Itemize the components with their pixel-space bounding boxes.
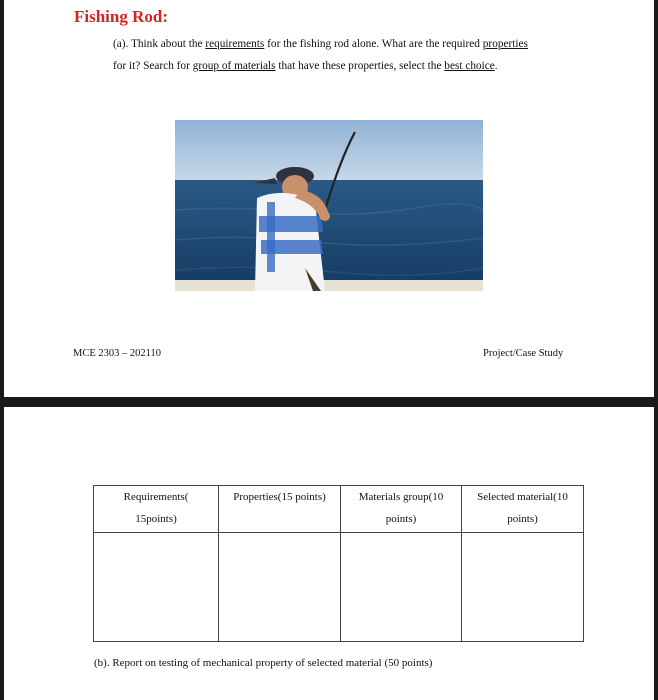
keyword-requirements: requirements	[205, 38, 265, 50]
document-page-2	[4, 407, 654, 700]
cell-properties	[219, 533, 341, 642]
keyword-best-choice: best choice	[444, 60, 495, 72]
requirements-table	[93, 485, 584, 642]
header-requirements: Requirements( 15points)	[94, 486, 219, 533]
cell-selected-material	[462, 533, 584, 642]
cell-materials-group	[341, 533, 462, 642]
table-header-row	[94, 486, 584, 533]
header-materials-group: Materials group(10 points)	[341, 486, 462, 533]
header-selected-material: Selected material(10 points)	[462, 486, 584, 533]
keyword-group-of-materials: group of materials	[192, 60, 276, 72]
question-b: (b). Report on testing of mechanical property of selected material (50 points)	[94, 657, 433, 669]
keyword-properties: properties	[482, 38, 528, 50]
question-a-line-1: (a). Think about the requirements for the fishing rod alone. What are the required properties	[113, 38, 528, 50]
document-page-1	[4, 0, 654, 397]
page-title: Fishing Rod:	[74, 7, 168, 26]
fishing-photo	[175, 120, 483, 291]
document-type-label: Project/Case Study	[483, 348, 564, 359]
course-code: MCE 2303 – 202110	[73, 348, 161, 359]
table-row	[94, 533, 584, 642]
question-a-line-2: for it? Search for group of materials that have these properties, select the best choice.	[113, 60, 498, 72]
header-properties: Properties(15 points)	[219, 486, 341, 533]
cell-requirements	[94, 533, 219, 642]
